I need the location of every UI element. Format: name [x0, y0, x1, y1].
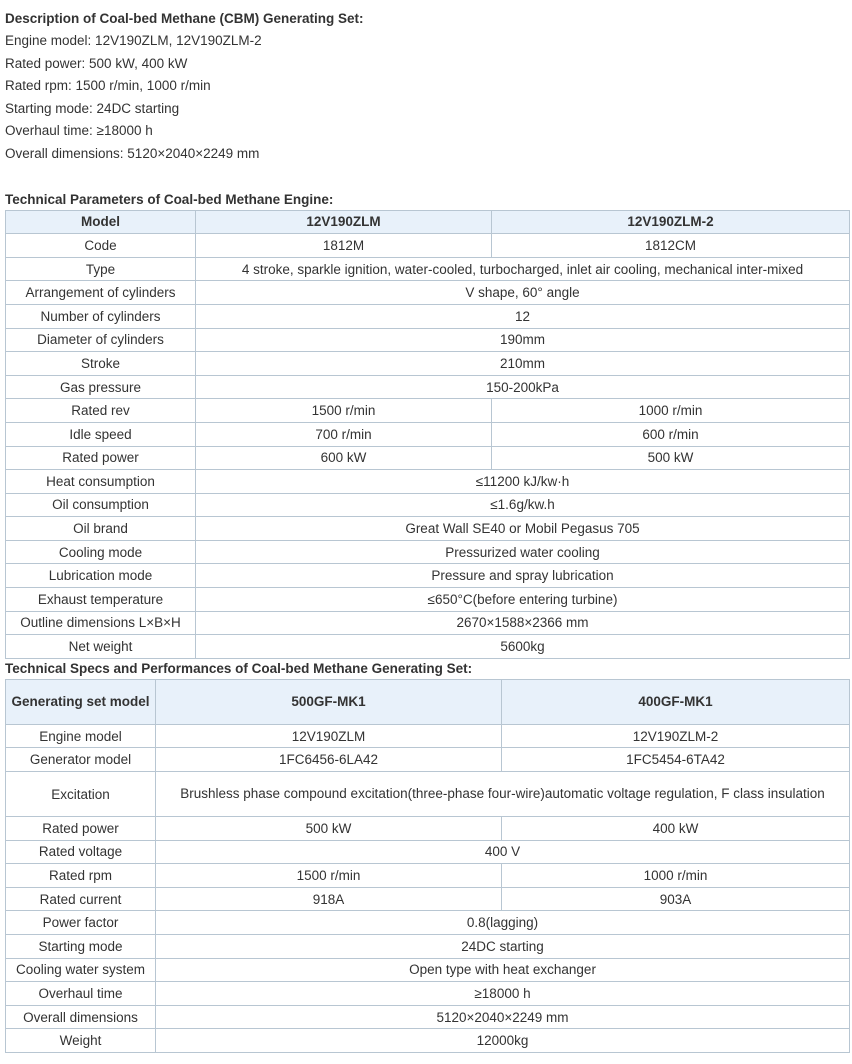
table-cell: 12V190ZLM-2 — [502, 724, 850, 748]
table-row — [6, 958, 850, 982]
table-cell: 4 stroke, sparkle ignition, water-cooled, turbocharged, inlet air cooling, mechanical inter-mixed — [196, 257, 850, 281]
content — [5, 8, 847, 1053]
description-line: Starting mode: 24DC starting — [5, 100, 180, 116]
row-label: Exhaust temperature — [6, 588, 196, 612]
table-cell: 400 V — [156, 840, 850, 864]
row-label: Rated rev — [6, 399, 196, 423]
row-label: Type — [6, 257, 196, 281]
table-row — [6, 588, 850, 612]
row-label: Overhaul time — [6, 982, 156, 1006]
table-cell: ≤1.6g/kw.h — [196, 493, 850, 517]
table-cell: 150-200kPa — [196, 375, 850, 399]
row-label: Starting mode — [6, 935, 156, 959]
table-cell: 1812CM — [492, 234, 850, 258]
table-row — [6, 1005, 850, 1029]
table-row — [6, 887, 850, 911]
table-cell: ≤650°C(before entering turbine) — [196, 588, 850, 612]
row-label: Oil brand — [6, 517, 196, 541]
engine-table-heading: Technical Parameters of Coal-bed Methane Engine: — [5, 191, 334, 207]
table-row — [6, 517, 850, 541]
table-header-row — [6, 679, 850, 724]
table-row — [6, 540, 850, 564]
table-row — [6, 635, 850, 659]
table-cell: Pressurized water cooling — [196, 540, 850, 564]
table-cell: 600 kW — [196, 446, 492, 470]
row-label: Code — [6, 234, 196, 258]
row-label: Generator model — [6, 748, 156, 772]
table-row — [6, 257, 850, 281]
table-row — [6, 817, 850, 841]
table-cell: 400 kW — [502, 817, 850, 841]
row-label: Overall dimensions — [6, 1005, 156, 1029]
table-row — [6, 911, 850, 935]
table-cell: 12V190ZLM — [156, 724, 502, 748]
description-heading: Description of Coal-bed Methane (CBM) Generating Set: — [5, 11, 364, 26]
description-line: Overhaul time: ≥18000 h — [5, 123, 153, 139]
table-row — [6, 281, 850, 305]
row-label: Diameter of cylinders — [6, 328, 196, 352]
table-row — [6, 840, 850, 864]
header-cell: 12V190ZLM-2 — [492, 210, 850, 234]
table-cell: V shape, 60° angle — [196, 281, 850, 305]
table-cell: 210mm — [196, 352, 850, 376]
table-cell: 918A — [156, 887, 502, 911]
row-label: Idle speed — [6, 422, 196, 446]
table-cell: 1FC5454-6TA42 — [502, 748, 850, 772]
row-label: Excitation — [6, 772, 156, 817]
row-label: Rated rpm — [6, 864, 156, 888]
table-row — [6, 446, 850, 470]
row-label: Arrangement of cylinders — [6, 281, 196, 305]
table-cell: ≥18000 h — [156, 982, 850, 1006]
description-line: Rated rpm: 1500 r/min, 1000 r/min — [5, 78, 211, 94]
row-label: Cooling water system — [6, 958, 156, 982]
row-label: Rated power — [6, 817, 156, 841]
row-label: Net weight — [6, 635, 196, 659]
table-cell: 1812M — [196, 234, 492, 258]
header-cell: 500GF-MK1 — [156, 679, 502, 724]
table-row — [6, 772, 850, 817]
table-cell: 500 kW — [156, 817, 502, 841]
table-cell: 2670×1588×2366 mm — [196, 611, 850, 635]
table-row — [6, 352, 850, 376]
table-cell: 700 r/min — [196, 422, 492, 446]
table-cell: 1000 r/min — [502, 864, 850, 888]
table-row — [6, 234, 850, 258]
table-row — [6, 422, 850, 446]
table-cell: 5120×2040×2249 mm — [156, 1005, 850, 1029]
header-cell: Generating set model — [6, 679, 156, 724]
row-label: Number of cylinders — [6, 304, 196, 328]
row-label: Weight — [6, 1029, 156, 1053]
table-cell: 1000 r/min — [492, 399, 850, 423]
row-label: Heat consumption — [6, 470, 196, 494]
row-label: Lubrication mode — [6, 564, 196, 588]
row-label: Cooling mode — [6, 540, 196, 564]
header-cell: 12V190ZLM — [196, 210, 492, 234]
table-cell: 1FC6456-6LA42 — [156, 748, 502, 772]
row-label: Power factor — [6, 911, 156, 935]
table-cell: 500 kW — [492, 446, 850, 470]
table-cell: Brushless phase compound excitation(three-phase four-wire)automatic voltage regulation, F class insulation — [156, 772, 850, 817]
description-line: Rated power: 500 kW, 400 kW — [5, 55, 188, 71]
table-header-row — [6, 210, 850, 234]
description-line: Engine model: 12V190ZLM, 12V190ZLM-2 — [5, 33, 262, 48]
table-row — [6, 399, 850, 423]
table-row — [6, 748, 850, 772]
row-label: Outline dimensions L×B×H — [6, 611, 196, 635]
table-row — [6, 724, 850, 748]
genset-table-heading: Technical Specs and Performances of Coal-bed Methane Generating Set: — [5, 660, 473, 676]
table-cell: Great Wall SE40 or Mobil Pegasus 705 — [196, 517, 850, 541]
table-cell: 0.8(lagging) — [156, 911, 850, 935]
row-label: Rated power — [6, 446, 196, 470]
table-cell: 12 — [196, 304, 850, 328]
header-cell: 400GF-MK1 — [502, 679, 850, 724]
table-row — [6, 470, 850, 494]
row-label: Rated current — [6, 887, 156, 911]
header-cell: Model — [6, 210, 196, 234]
table-cell: 24DC starting — [156, 935, 850, 959]
genset-specs-table — [5, 679, 850, 1053]
table-cell: 903A — [502, 887, 850, 911]
table-row — [6, 375, 850, 399]
table-row — [6, 493, 850, 517]
table-cell: Pressure and spray lubrication — [196, 564, 850, 588]
table-cell: 190mm — [196, 328, 850, 352]
row-label: Engine model — [6, 724, 156, 748]
row-label: Rated voltage — [6, 840, 156, 864]
table-row — [6, 864, 850, 888]
table-cell: 5600kg — [196, 635, 850, 659]
table-cell: ≤11200 kJ/kw·h — [196, 470, 850, 494]
table-cell: 12000kg — [156, 1029, 850, 1053]
table-row — [6, 328, 850, 352]
table-row — [6, 1029, 850, 1053]
table-row — [6, 935, 850, 959]
row-label: Gas pressure — [6, 375, 196, 399]
table-row — [6, 564, 850, 588]
engine-parameters-table — [5, 210, 850, 659]
table-cell: 1500 r/min — [196, 399, 492, 423]
table-cell: 600 r/min — [492, 422, 850, 446]
table-row — [6, 982, 850, 1006]
description-line: Overall dimensions: 5120×2040×2249 mm — [5, 145, 260, 161]
table-row — [6, 611, 850, 635]
table-row — [6, 304, 850, 328]
table-cell: 1500 r/min — [156, 864, 502, 888]
table-cell: Open type with heat exchanger — [156, 958, 850, 982]
row-label: Stroke — [6, 352, 196, 376]
row-label: Oil consumption — [6, 493, 196, 517]
